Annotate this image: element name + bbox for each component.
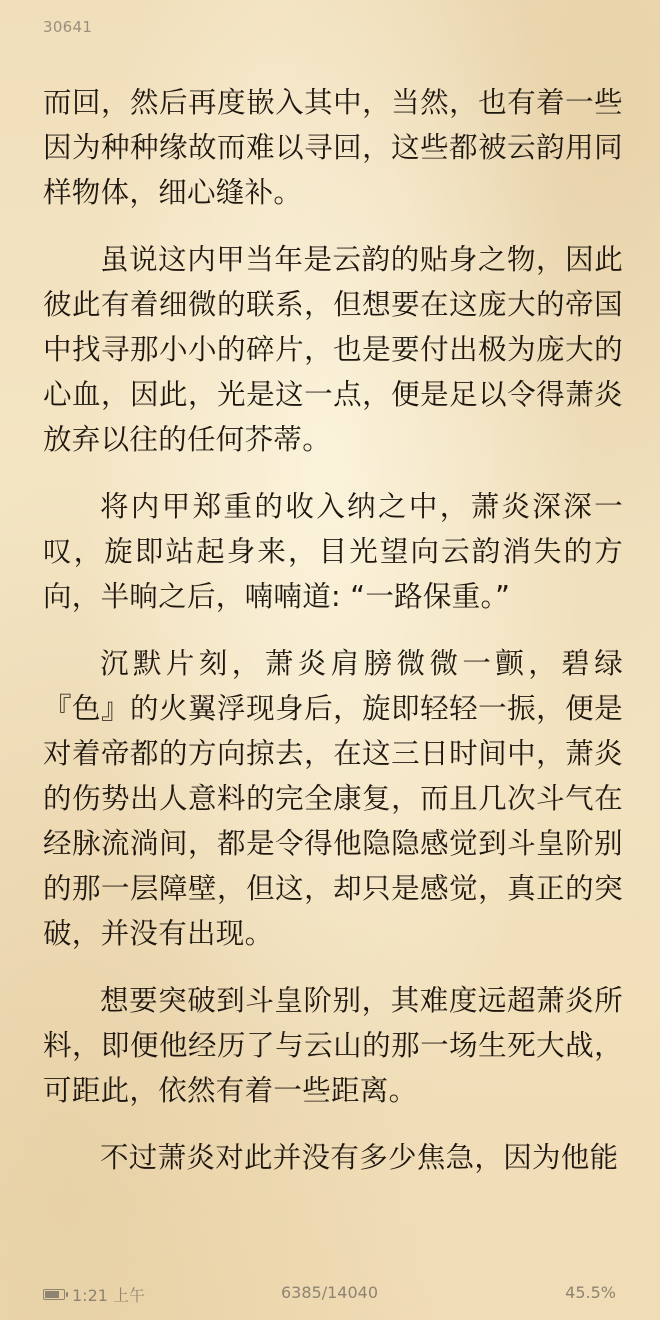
- paragraph: 想要突破到斗皇阶别，其难度远超萧炎所料，即便他经历了与云山的那一场生死大战，可距此，依然有着一些距离。: [43, 984, 623, 1107]
- reading-progress-percent: 45.5%: [565, 1283, 616, 1302]
- reader-status-bar: [43, 1283, 616, 1309]
- paragraph: 虽说这内甲当年是云韵的贴身之物，因此彼此有着细微的联系，但想要在这庞大的帝国中找寻那小小的碎片，也是要付出极为庞大的心血，因此，光是这一点，便是足以令得萧炎放弃以往的任何芥蒂。: [43, 243, 623, 456]
- paragraph-continued: 而回，然后再度嵌入其中，当然，也有着一些因为种种缘故而难以寻回，这些都被云韵用同样物体，细心缝补。: [43, 86, 623, 209]
- status-time: 1:21 上午: [72, 1286, 146, 1305]
- reading-progress-pages: 6385/14040: [280, 1283, 378, 1302]
- page-number: 30641: [43, 18, 93, 36]
- paragraph: 沉默片刻，萧炎肩膀微微一颤，碧绿『色』的火翼浮现身后，旋即轻轻一振，便是对着帝都的方向掠去，在这三日时间中，萧炎的伤势出人意料的完全康复，而且几次斗气在经脉流淌间，都是令得他隐隐感觉到斗皇阶别的那一层障壁，但这，却只是感觉，真正的突破，并没有出现。: [43, 647, 623, 950]
- paragraph-continues: 不过萧炎对此并没有多少焦急，因为他能: [100, 1141, 619, 1174]
- paragraph: 将内甲郑重的收入纳之中，萧炎深深一叹，旋即站起身来，目光望向云韵消失的方向，半晌之后，喃喃道: “一路保重。”: [43, 490, 623, 613]
- reader-text-body[interactable]: [43, 80, 623, 1202]
